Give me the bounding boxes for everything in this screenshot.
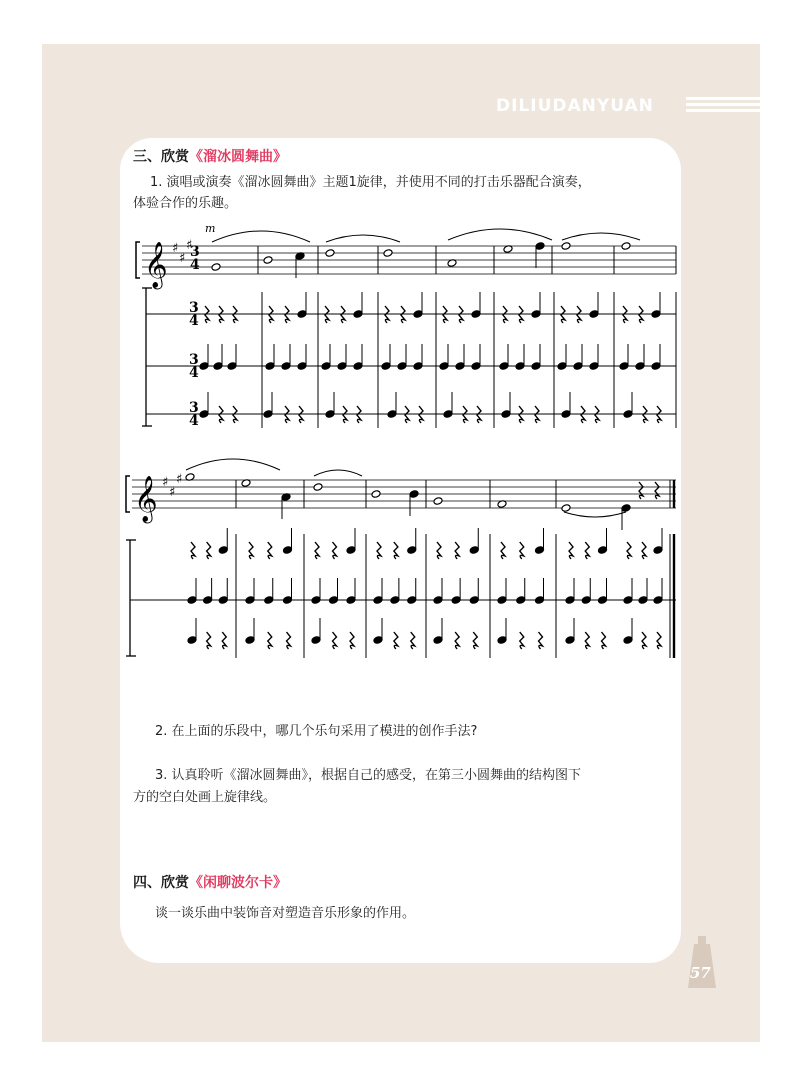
section3-work-title: 《溜冰圆舞曲》 — [189, 149, 287, 165]
key-sharp: ♯ — [169, 485, 176, 500]
section4-title: 四、欣赏《闲聊波尔卡》 — [133, 875, 287, 891]
key-sharp: ♯ — [176, 472, 183, 487]
key-sharp: ♯ — [172, 241, 179, 256]
treble-clef: 𝄞 — [134, 476, 158, 522]
time-signature-top: 3 — [189, 352, 199, 368]
key-sharp: ♯ — [162, 475, 169, 490]
section3-item1-line1: 1. 演唱或演奏《溜冰圆舞曲》主题1旋律，并使用不同的打击乐器配合演奏， — [150, 175, 591, 190]
section4-item1: 谈一谈乐曲中装饰音对塑造音乐形象的作用。 — [155, 906, 416, 921]
time-signature-top: 3 — [190, 244, 200, 260]
unit-header: DILIUDANYUAN — [496, 96, 654, 116]
treble-clef: 𝄞 — [144, 242, 168, 288]
section3-title: 三、欣赏《溜冰圆舞曲》 — [133, 149, 287, 165]
section4-work-title: 《闲聊波尔卡》 — [189, 875, 287, 891]
time-signature-top: 3 — [189, 300, 199, 316]
section3-item1-line2: 体验合作的乐趣。 — [133, 196, 238, 211]
key-sharp: ♯ — [179, 251, 186, 266]
section3-item2: 2. 在上面的乐段中，哪几个乐句采用了模进的创作手法? — [155, 724, 478, 739]
time-signature-bottom: 4 — [189, 413, 199, 429]
section3-item3-line1: 3. 认真聆听《溜冰圆舞曲》，根据自己的感受，在第三小圆舞曲的结构图下 — [155, 768, 582, 783]
section3-item3-line2: 方的空白处画上旋律线。 — [133, 790, 277, 805]
time-signature-bottom: 4 — [189, 313, 199, 329]
time-signature-top: 3 — [189, 400, 199, 416]
dynamic-marking: m — [205, 222, 216, 235]
page-number: 57 — [690, 964, 711, 982]
time-signature-bottom: 4 — [190, 257, 200, 273]
time-signature-bottom: 4 — [189, 365, 199, 381]
key-sharp: ♯ — [186, 238, 193, 253]
